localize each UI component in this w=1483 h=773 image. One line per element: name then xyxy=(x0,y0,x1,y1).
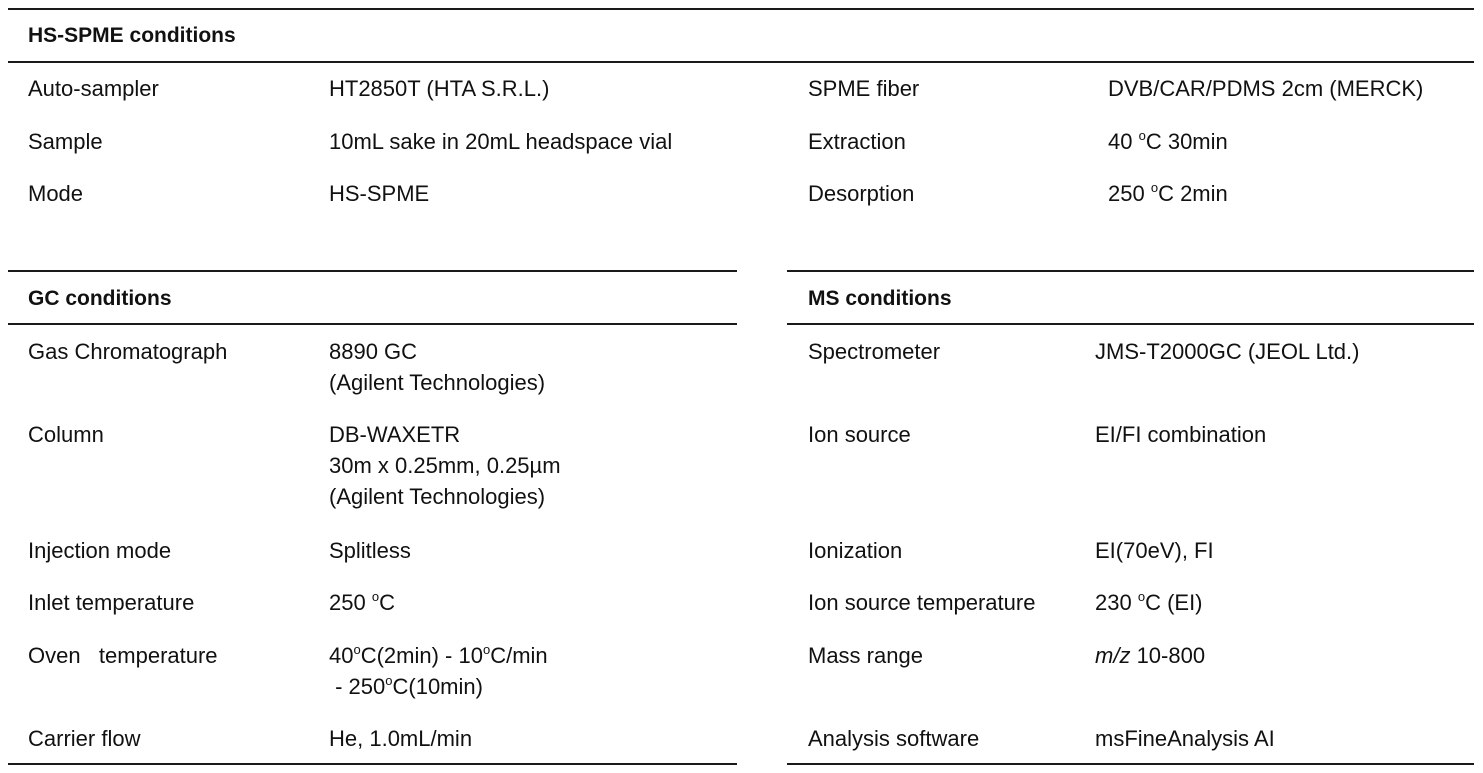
hs-left-row-1-value xyxy=(329,126,672,157)
gc-row-2-label: Injection mode xyxy=(28,538,172,563)
gc-row-1-value-line: (Agilent Technologies) xyxy=(329,484,546,509)
hs-left-row-0-value xyxy=(329,73,549,104)
gc-row-4-value-line: 40$^o$C(2min) - 10$^o$C/min xyxy=(329,641,548,668)
gc-header-rule xyxy=(8,323,737,325)
ms-row-1-label: Ion source xyxy=(808,422,911,447)
ms-row-3-value xyxy=(1095,587,1203,618)
ms-row-1-value-line: EI/FI combination xyxy=(1095,422,1267,447)
gc-row-0-label: Gas Chromatograph xyxy=(28,339,228,364)
ms-row-4-value-italic: m/z xyxy=(1095,643,1131,668)
hs-right-row-0-value-line: DVB/CAR/PDMS 2cm (MERCK) xyxy=(1108,76,1424,101)
gc-row-3-label: Inlet temperature xyxy=(28,590,195,615)
gc-row-5-label: Carrier flow xyxy=(28,726,141,751)
ms-row-5-value xyxy=(1095,723,1275,754)
hs-left-row-2-label: Mode xyxy=(28,181,84,206)
ms-header-rule xyxy=(787,323,1474,325)
ms-row-0-value-line: JMS-T2000GC (JEOL Ltd.) xyxy=(1095,339,1360,364)
hs-right-row-2-value xyxy=(1108,178,1228,209)
hs-right-row-2-label: Desorption xyxy=(808,181,915,206)
gc-row-4-value xyxy=(329,640,548,702)
gc-row-2-value xyxy=(329,535,411,566)
hs-left-row-1-value-line: 10mL sake in 20mL headspace vial xyxy=(329,129,673,154)
ms-row-0-label: Spectrometer xyxy=(808,339,941,364)
ms-row-1-value xyxy=(1095,419,1266,450)
ms-row-4-value-line: m/z 10-800 xyxy=(1095,643,1206,668)
hs-left-row-2-value-line: HS-SPME xyxy=(329,181,430,206)
ms-row-3-value-line: 230 $^o$C (EI) xyxy=(1095,588,1203,615)
gc-row-1-label: Column xyxy=(28,422,104,447)
gc-row-4-label: Oven temperature xyxy=(28,643,218,668)
gc-row-3-value-line: 250 $^o$C xyxy=(329,588,395,615)
hs-header-rule xyxy=(8,61,1474,63)
gc-bottom-rule xyxy=(8,763,737,765)
hs-left-row-0-value-line: HT2850T (HTA S.R.L.) xyxy=(329,76,550,101)
gc-row-5-value-line: He, 1.0mL/min xyxy=(329,726,473,751)
hs-right-row-1-value-line: 40 $^o$C 30min xyxy=(1108,127,1228,154)
ms-row-2-value-line: EI(70eV), FI xyxy=(1095,538,1214,563)
hs-right-row-2-value-line: 250 $^o$C 2min xyxy=(1108,179,1228,206)
gc-top-rule xyxy=(8,270,737,272)
hs-right-row-1-value xyxy=(1108,126,1228,157)
hs-left-row-2-value xyxy=(329,178,429,209)
gc-row-1-value-line: DB-WAXETR xyxy=(329,422,461,447)
gc-row-0-value-line: 8890 GC xyxy=(329,339,418,364)
ms-top-rule xyxy=(787,270,1474,272)
gc-row-1-value-line: 30m x 0.25mm, 0.25µm xyxy=(329,453,561,478)
hs-right-row-0-value xyxy=(1108,73,1423,104)
hs-left-row-1-label: Sample xyxy=(28,129,103,154)
ms-row-4-value xyxy=(1095,640,1205,671)
gc-row-1-value xyxy=(329,419,561,512)
ms-row-4-label: Mass range xyxy=(808,643,923,668)
ms-row-5-value-line: msFineAnalysis AI xyxy=(1095,726,1275,751)
hs-left-row-0-label: Auto-sampler xyxy=(28,76,159,101)
gc-row-5-value xyxy=(329,723,472,754)
ms-bottom-rule xyxy=(787,763,1474,765)
ms-row-5-label: Analysis software xyxy=(808,726,980,751)
gc-row-4-value-line: - 250$^o$C(10min) xyxy=(329,672,483,699)
hs-right-row-1-label: Extraction xyxy=(808,129,906,154)
ms-row-3-label: Ion source temperature xyxy=(808,590,1036,615)
ms-row-2-value xyxy=(1095,535,1214,566)
ms-row-2-label: Ionization xyxy=(808,538,903,563)
hs-spme-title: HS-SPME conditions xyxy=(28,24,236,47)
ms-title: MS conditions xyxy=(808,287,952,310)
gc-row-3-value xyxy=(329,587,395,618)
gc-title: GC conditions xyxy=(28,287,172,310)
hs-top-rule xyxy=(8,8,1474,10)
gc-row-0-value xyxy=(329,336,545,398)
hs-right-row-0-label: SPME fiber xyxy=(808,76,920,101)
ms-row-0-value xyxy=(1095,336,1359,367)
gc-row-0-value-line: (Agilent Technologies) xyxy=(329,370,546,395)
gc-row-2-value-line: Splitless xyxy=(329,538,411,563)
